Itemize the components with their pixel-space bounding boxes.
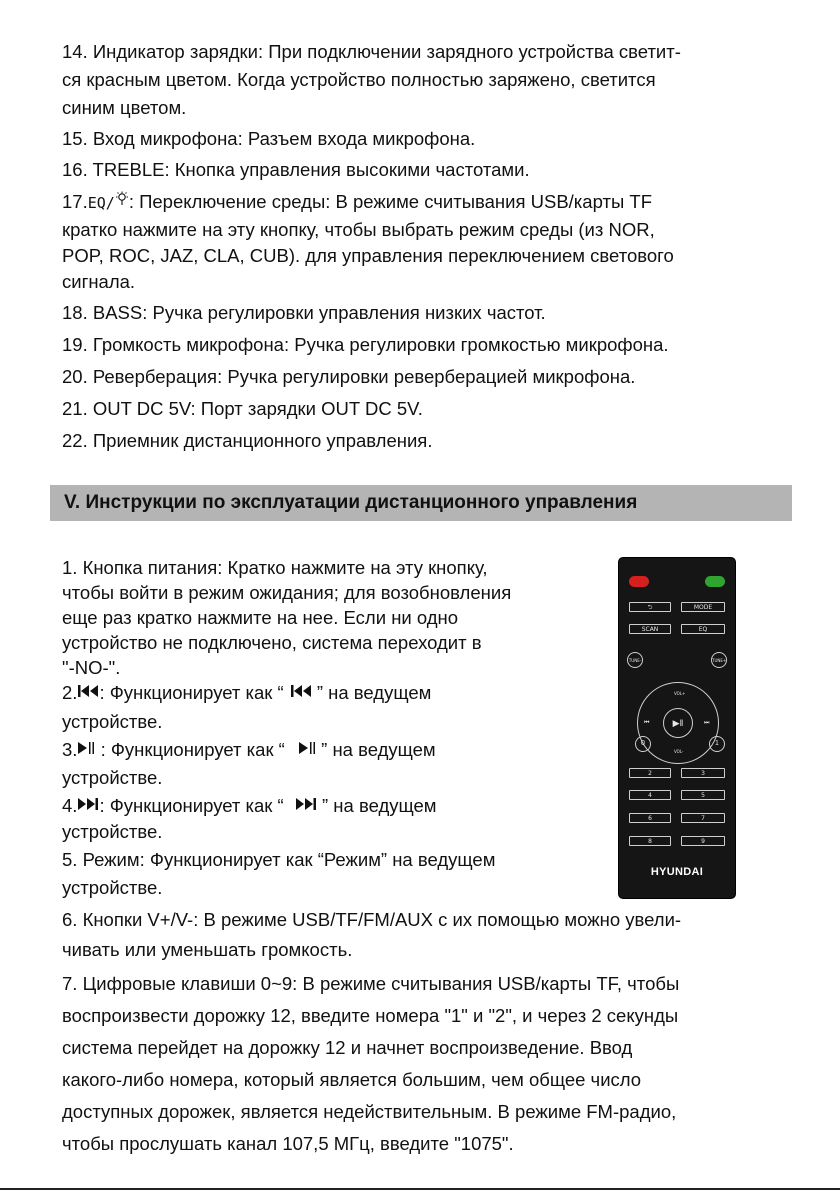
item-22: 22. Приемник дистанционного управления. [62,430,433,451]
key-4: 4 [629,790,671,800]
remote-item-3-number: 3. [62,739,78,760]
remote-item-2-line-2: устройстве. [62,711,163,732]
light-bulb-icon [115,187,129,215]
remote-item-1-line-4: устройство не подключено, система переходит в [62,632,482,653]
volume-up-label: VOL+ [674,691,686,696]
item-19: 19. Громкость микрофона: Ручка регулировки громкостью микрофона. [62,334,669,355]
remote-control-illustration [618,557,736,899]
page-bottom-rule [0,1188,840,1190]
back-button: ⮌ [629,602,671,612]
eq-label: EQ/ [87,194,115,212]
item-17-line-1 [62,188,652,217]
item-16: 16. TREBLE: Кнопка управления высокими частотами. [62,159,530,180]
item-17-number: 17. [62,191,88,212]
power-button-green [705,576,725,587]
previous-track-icon [77,678,99,706]
remote-item-2-line-1 [62,679,431,708]
remote-item-6-line-2: чивать или уменьшать громкость. [62,939,353,960]
remote-item-4-number: 4. [62,795,78,816]
next-track-icon [77,791,99,819]
prev-icon: ⏮ [644,719,650,726]
key-5: 5 [681,790,725,800]
tune-minus-button: TUNE- [627,652,643,668]
remote-item-6-line-1: 6. Кнопки V+/V-: В режиме USB/TF/FM/AUX с их помощью можно увели- [62,909,682,930]
remote-item-1-line-2: чтобы войти в режим ожидания; для возобновления [62,582,512,603]
mode-button: MODE [681,602,725,612]
remote-item-7-line-1: 7. Цифровые клавиши 0~9: В режиме считывания USB/карты TF, чтобы [62,973,680,994]
remote-item-7-line-4: какого-либо номера, который является большим, чем общее число [62,1069,642,1090]
remote-item-3-line-1 [62,736,436,765]
remote-item-7-line-5: доступных дорожек, является недействительным. В режиме FM-радио, [62,1101,677,1122]
remote-item-4-end: ” на ведущем [316,795,437,816]
item-20: 20. Реверберация: Ручка регулировки реверберацией микрофона. [62,366,636,387]
item-18: 18. BASS: Ручка регулировки управления низких частот. [62,302,546,323]
remote-item-7-line-3: система перейдет на дорожку 12 и начнет воспроизведение. Ввод [62,1037,633,1058]
remote-item-2-end: ” на ведущем [311,682,432,703]
play-pause-icon [77,735,95,763]
item-17-line-2: кратко нажмите на эту кнопку, чтобы выбрать режим среды (из NOR, [62,219,655,240]
item-17-line-4: сигнала. [62,271,136,292]
scan-button: SCAN [629,624,671,634]
item-14-line-3: синим цветом. [62,97,187,118]
item-14-line-2: ся красным цветом. Когда устройство полностью заряжено, светится [62,69,656,90]
key-2: 2 [629,768,671,778]
remote-item-4-text: : Функционирует как “ [99,795,289,816]
key-0: 0 [635,736,651,752]
remote-item-1-line-3: еще раз кратко нажмите на нее. Если ни одно [62,607,459,628]
remote-item-3-line-2: устройстве. [62,767,163,788]
key-7: 7 [681,813,725,823]
section-header [50,485,792,521]
item-14-line-1: 14. Индикатор зарядки: При подключении зарядного устройства светит- [62,41,681,62]
key-9: 9 [681,836,725,846]
remote-item-1-line-5: "-NO-". [62,657,121,678]
tune-plus-button: TUNE+ [711,652,727,668]
remote-item-7-line-6: чтобы прослушать канал 107,5 МГц, введите "1075". [62,1133,514,1154]
play-pause-button: ▶‖ [663,708,693,738]
volume-down-label: VOL- [674,749,684,754]
remote-item-3-text: : Функционирует как “ [95,739,290,760]
power-button-red [629,576,649,587]
remote-item-5-line-2: устройстве. [62,877,163,898]
eq-button: EQ [681,624,725,634]
previous-track-icon-inline [290,678,312,706]
next-track-icon-inline [295,791,317,819]
item-21: 21. OUT DC 5V: Порт зарядки OUT DC 5V. [62,398,423,419]
remote-item-1-line-1: 1. Кнопка питания: Кратко нажмите на эту кнопку, [62,557,488,578]
remote-item-7-line-2: воспроизвести дорожку 12, введите номера "1" и "2", и через 2 секунды [62,1005,679,1026]
remote-item-2-text: : Функционирует как “ [99,682,284,703]
remote-item-3-end: ” на ведущем [316,739,436,760]
brand-logo: HYUNDAI [650,866,704,878]
item-15: 15. Вход микрофона: Разъем входа микрофона. [62,128,476,149]
remote-item-2-number: 2. [62,682,78,703]
navigation-ring [637,682,719,764]
item-17-text: : Переключение среды: В режиме считывания USB/карты TF [128,191,652,212]
key-6: 6 [629,813,671,823]
remote-item-4-line-1 [62,792,437,821]
key-3: 3 [681,768,725,778]
remote-item-5-line-1: 5. Режим: Функционирует как “Режим” на ведущем [62,849,496,870]
item-17-line-3: POP, ROC, JAZ, CLA, CUB). для управления переключением светового [62,245,674,266]
play-pause-icon-inline [298,735,316,763]
next-icon: ⏭ [704,719,710,726]
key-8: 8 [629,836,671,846]
key-1: 1 [709,736,725,752]
remote-item-4-line-2: устройстве. [62,821,163,842]
section-title: V. Инструкции по эксплуатации дистанционного управления [64,492,638,513]
